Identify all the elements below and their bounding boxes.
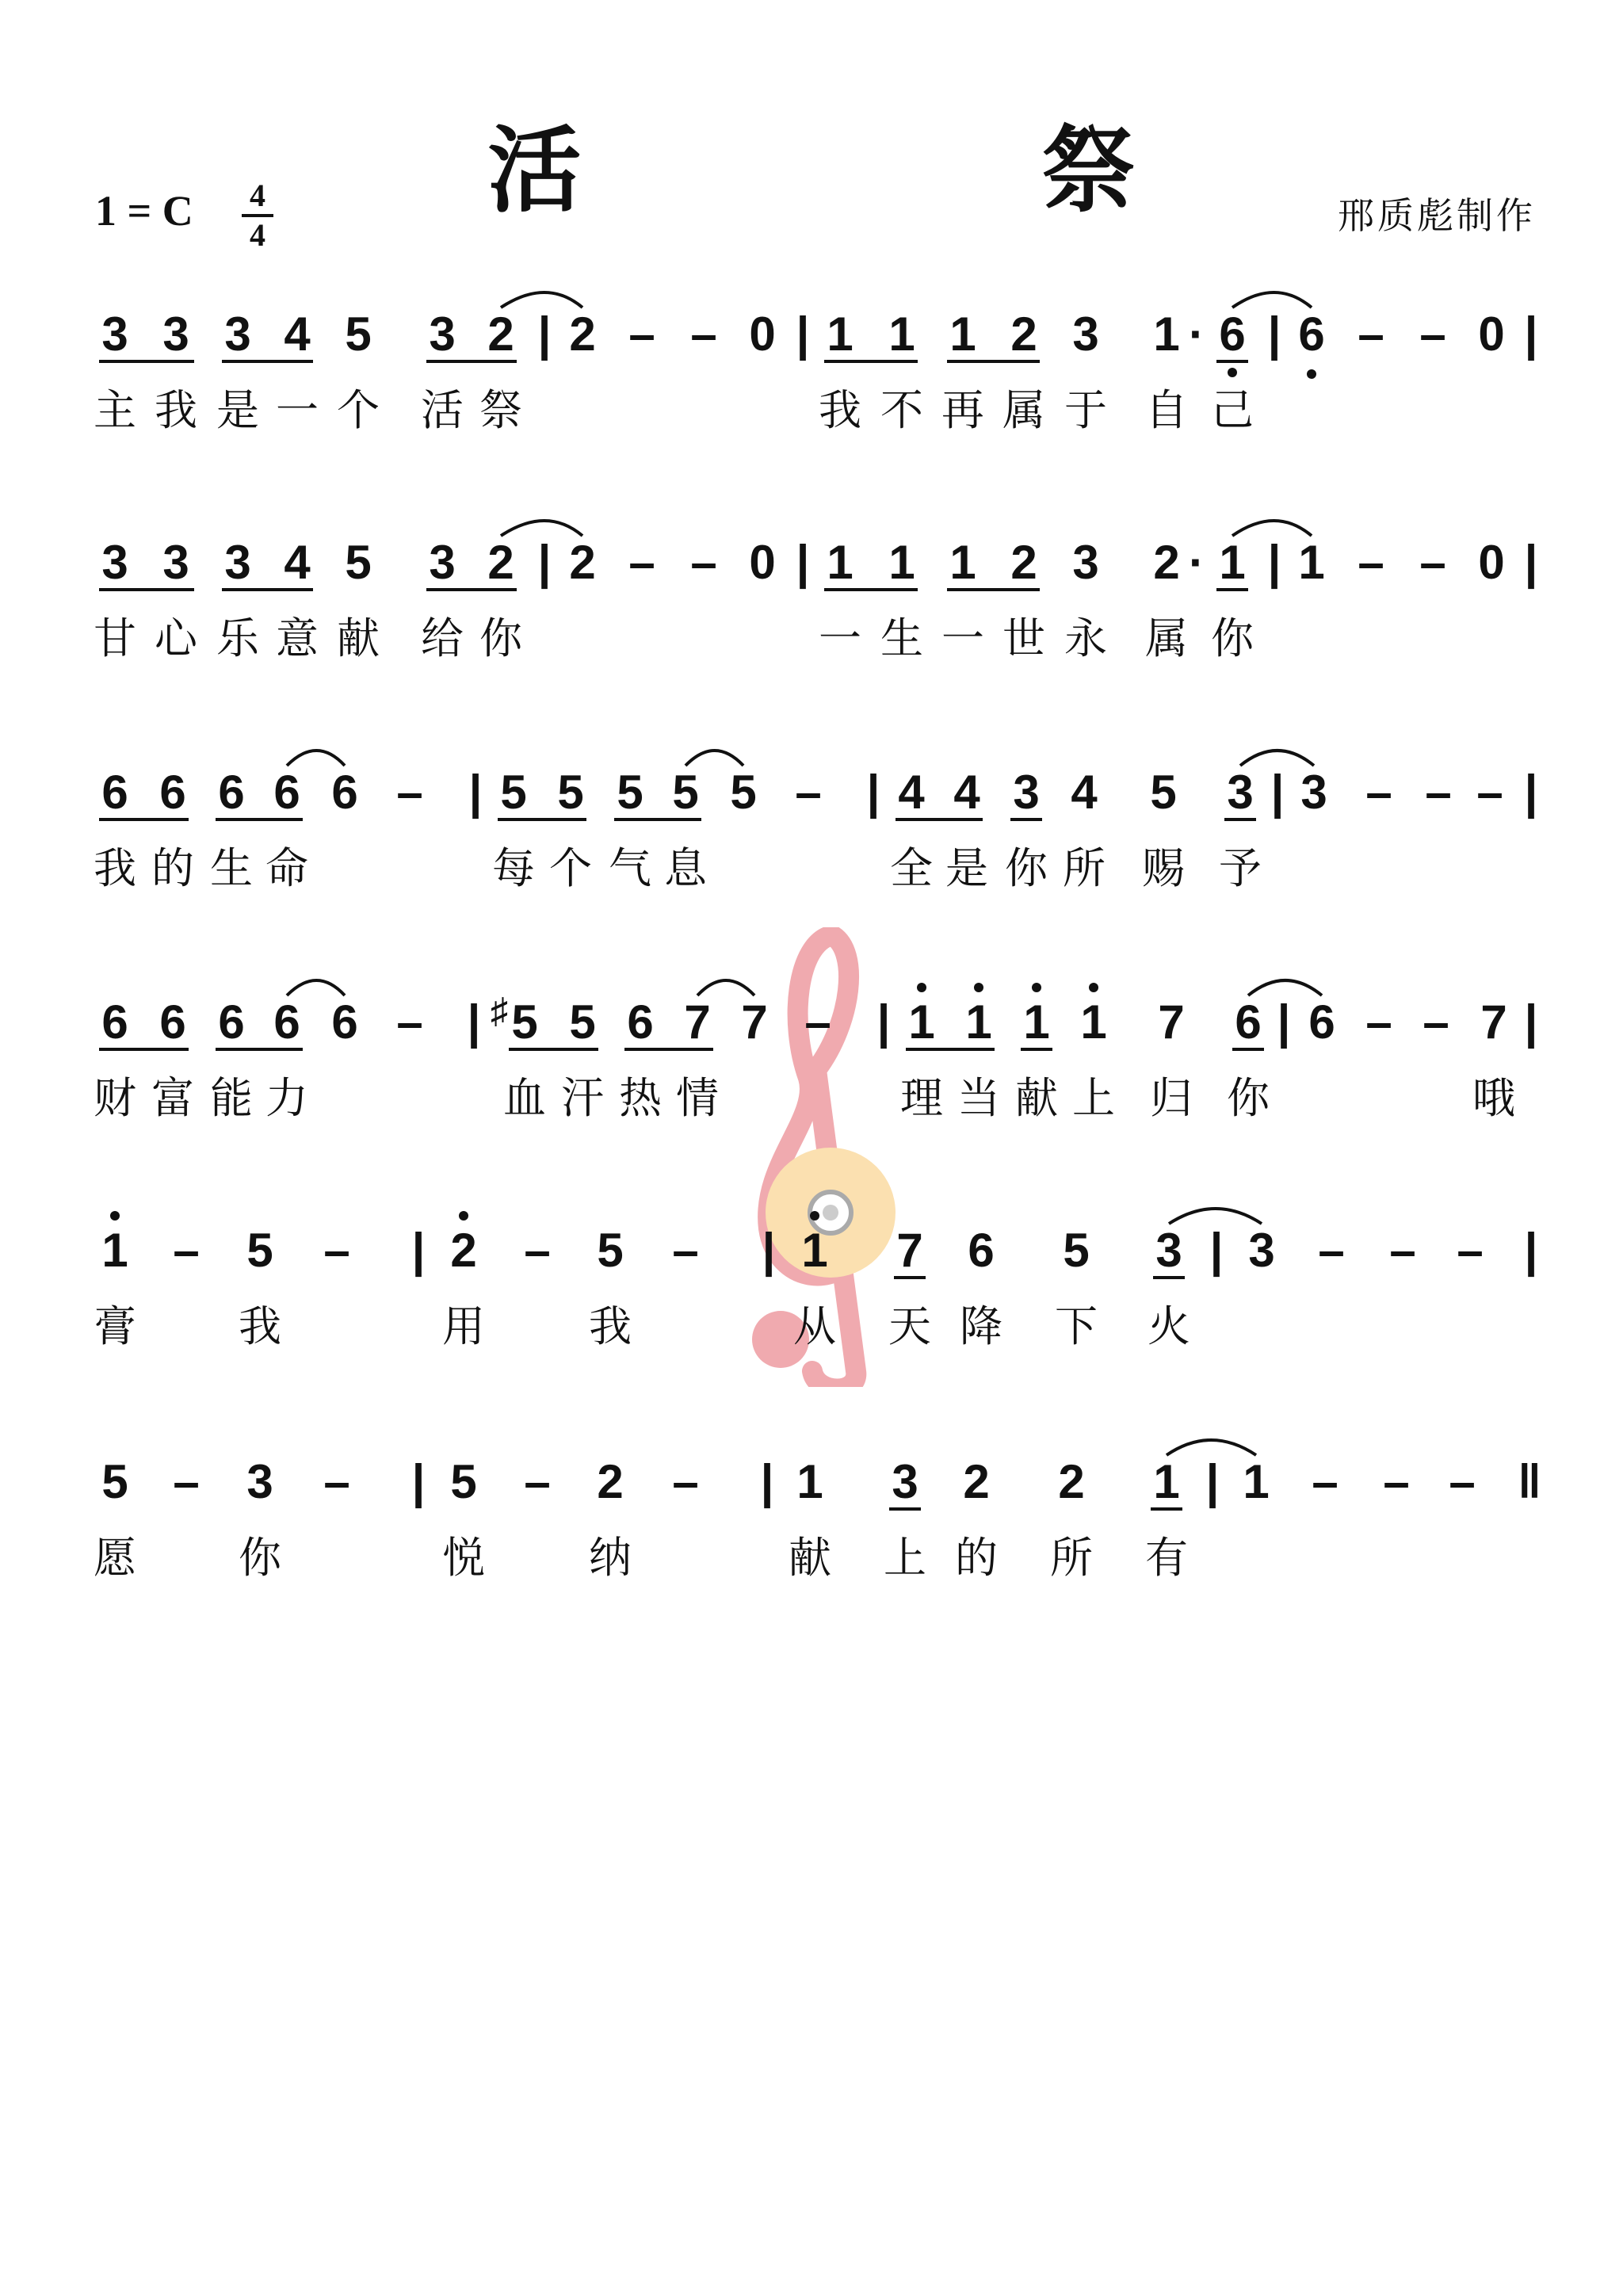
lyric-char: 自 (1145, 385, 1188, 435)
note: 5 (672, 766, 699, 819)
note: 5 (597, 1224, 624, 1277)
barline: | (1209, 1224, 1224, 1277)
note: 4 (898, 766, 925, 819)
rest: 0 (1478, 308, 1505, 361)
barline: | (1524, 308, 1538, 361)
lyric-char: 你 (1227, 1073, 1270, 1123)
note: 6 (1219, 308, 1246, 361)
note: 1 (1219, 536, 1246, 589)
lyric-char: 是 (945, 843, 988, 893)
augmentation-dot: · (1189, 536, 1205, 589)
notation-row-3 (0, 743, 1623, 846)
lyric-char: 财 (94, 1073, 136, 1123)
lyric-char: 火 (1148, 1301, 1190, 1351)
note: 3 (1072, 536, 1099, 589)
note: 5 (450, 1455, 477, 1508)
barline: | (866, 766, 880, 819)
dash: – (173, 1224, 200, 1277)
dash: – (672, 1455, 699, 1508)
lyric-char: 我 (819, 385, 861, 435)
lyric-char: 汗 (561, 1073, 604, 1123)
augmentation-dot: · (1189, 308, 1205, 361)
lyric-char: 命 (265, 843, 308, 893)
barline: | (537, 536, 552, 589)
note: 2 (487, 536, 514, 589)
lyrics-row-4 (0, 1072, 1623, 1128)
note: 5 (101, 1455, 128, 1508)
note: 1 (827, 536, 854, 589)
key-signature: 1 = C (95, 187, 193, 235)
note: 3 (1155, 1224, 1182, 1277)
lyric-char: 你 (1005, 843, 1048, 893)
lyric-char: 你 (239, 1533, 281, 1583)
time-signature (239, 178, 276, 253)
lyric-char: 一 (276, 385, 319, 435)
note: 6 (1308, 995, 1335, 1049)
lyric-char: 所 (1063, 843, 1106, 893)
dash: – (524, 1224, 551, 1277)
lyric-char: 膏 (94, 1301, 136, 1351)
tie-arc (1232, 292, 1312, 308)
note: 3 (892, 1455, 918, 1508)
dash: – (1318, 1224, 1345, 1277)
lyric-char: 降 (960, 1301, 1002, 1351)
note: 2 (569, 308, 596, 361)
lyric-char: 所 (1050, 1533, 1093, 1583)
note: 6 (101, 995, 128, 1049)
barline: | (1267, 308, 1281, 361)
barline: | (876, 995, 891, 1049)
note: 6 (159, 766, 186, 819)
upper-octave-dot (917, 983, 926, 992)
note: 6 (273, 766, 300, 819)
lower-octave-dot (1307, 369, 1316, 379)
lyrics-row-5 (0, 1301, 1623, 1356)
lyric-char: 热 (619, 1073, 662, 1123)
upper-octave-dot (810, 1211, 819, 1221)
note: 1 (888, 308, 915, 361)
note: 7 (896, 1224, 923, 1277)
lyric-char: 有 (1145, 1533, 1188, 1583)
lyric-char: 你 (1211, 613, 1254, 663)
dash: – (1423, 995, 1449, 1049)
barline: | (411, 1455, 426, 1508)
dash: – (672, 1224, 699, 1277)
note: 1 (965, 995, 992, 1049)
barline: | (537, 308, 552, 361)
note: 3 (101, 536, 128, 589)
note: 5 (730, 766, 757, 819)
upper-octave-dot (1089, 983, 1098, 992)
dash: – (1358, 308, 1384, 361)
dash: – (1476, 766, 1503, 819)
lyric-char: 理 (900, 1073, 943, 1123)
tie-arc (501, 521, 582, 536)
note: 3 (162, 308, 189, 361)
lyric-char: 我 (589, 1301, 632, 1351)
notation-row-2 (0, 514, 1623, 617)
notation-row-6 (0, 1433, 1623, 1536)
note: 1 (888, 536, 915, 589)
lyric-char: 我 (239, 1301, 281, 1351)
dash: – (524, 1455, 551, 1508)
note: 6 (968, 1224, 995, 1277)
dash: – (690, 308, 717, 361)
time-signature-bottom: 4 (250, 217, 265, 253)
barline: | (1524, 1224, 1538, 1277)
note: 5 (557, 766, 584, 819)
lyric-char: 归 (1150, 1073, 1193, 1123)
upper-octave-dot (110, 1211, 120, 1221)
lyric-char: 心 (155, 613, 197, 663)
barline: | (468, 766, 483, 819)
lyric-char: 己 (1211, 385, 1254, 435)
final-barline: ‖ (1518, 1455, 1541, 1508)
lyric-char: 属 (1145, 613, 1188, 663)
lyric-char: 甘 (94, 613, 136, 663)
lyric-char: 一 (941, 613, 984, 663)
lyric-char: 的 (955, 1533, 998, 1583)
note: 5 (569, 995, 596, 1049)
rest: 0 (749, 308, 776, 361)
lyric-char: 永 (1064, 613, 1107, 663)
barline: | (796, 308, 810, 361)
lyric-char: 献 (789, 1533, 831, 1583)
note: 5 (500, 766, 527, 819)
note: 7 (684, 995, 711, 1049)
note: 6 (218, 766, 245, 819)
lyric-char: 乐 (216, 613, 259, 663)
lyric-char: 世 (1002, 613, 1045, 663)
note: 6 (159, 995, 186, 1049)
lyrics-row-6 (0, 1532, 1623, 1587)
tie-arc (287, 980, 345, 995)
note: 5 (345, 536, 372, 589)
tie-arc (1232, 521, 1312, 536)
note: 1 (949, 308, 976, 361)
note: 6 (1298, 308, 1325, 361)
note: 4 (284, 536, 311, 589)
lyric-char: 的 (151, 843, 194, 893)
note: 3 (224, 308, 251, 361)
dash: – (1389, 1224, 1416, 1277)
note: 1 (949, 536, 976, 589)
lyric-char: 上 (1072, 1073, 1115, 1123)
score-system-2 (0, 514, 1623, 672)
lyric-char: 活 (421, 385, 464, 435)
note: 1 (908, 995, 935, 1049)
barline: | (1205, 1455, 1220, 1508)
lyric-char: 一 (819, 613, 861, 663)
note: 6 (273, 995, 300, 1049)
dash: – (396, 766, 423, 819)
barline: | (796, 536, 810, 589)
note: 2 (1153, 536, 1180, 589)
lyric-char: 悦 (442, 1533, 485, 1583)
dash: – (323, 1224, 350, 1277)
notation-row-1 (0, 285, 1623, 388)
lyric-char: 息 (664, 843, 707, 893)
dash: – (1449, 1455, 1476, 1508)
dash: – (323, 1455, 350, 1508)
lyric-char: 哦 (1472, 1073, 1515, 1123)
note: 1 (1023, 995, 1050, 1049)
lyric-char: 于 (1064, 385, 1107, 435)
lyric-char: 予 (1219, 843, 1262, 893)
barline: | (1277, 995, 1291, 1049)
note: 3 (224, 536, 251, 589)
lyric-char: 赐 (1142, 843, 1185, 893)
dash: – (804, 995, 831, 1049)
note: 2 (963, 1455, 990, 1508)
note: 1 (801, 1224, 828, 1277)
note: 2 (1058, 1455, 1085, 1508)
lyric-char: 你 (479, 613, 522, 663)
score-system-1 (0, 285, 1623, 444)
lyric-char: 个 (549, 843, 592, 893)
dash: – (1365, 995, 1392, 1049)
lyric-char: 当 (957, 1073, 1000, 1123)
score-system-5 (0, 1201, 1623, 1360)
note: 3 (101, 308, 128, 361)
notation-row-4 (0, 973, 1623, 1076)
note: 1 (827, 308, 854, 361)
lyric-char: 个 (337, 385, 380, 435)
note: 3 (1072, 308, 1099, 361)
upper-octave-dot (459, 1211, 468, 1221)
lyric-char: 生 (880, 613, 923, 663)
note: 3 (429, 536, 456, 589)
note: 6 (101, 766, 128, 819)
dash: – (1457, 1224, 1484, 1277)
barline: | (760, 1455, 774, 1508)
lyric-char: 天 (888, 1301, 931, 1351)
note: 4 (1071, 766, 1098, 819)
note: 6 (331, 766, 358, 819)
lyric-char: 主 (94, 385, 136, 435)
note: 5 (1063, 1224, 1090, 1277)
lyric-char: 情 (676, 1073, 719, 1123)
rest: 0 (749, 536, 776, 589)
lyric-char: 全 (890, 843, 933, 893)
dash: – (690, 536, 717, 589)
note: 3 (429, 308, 456, 361)
lyric-char: 不 (880, 385, 923, 435)
lyric-char: 生 (210, 843, 253, 893)
note: 3 (1013, 766, 1040, 819)
tie-arc (1248, 980, 1322, 995)
lyric-char: 给 (421, 613, 464, 663)
lyric-char: 我 (155, 385, 197, 435)
note: 2 (1010, 308, 1037, 361)
note: 5 (617, 766, 643, 819)
lyric-char: 纳 (589, 1533, 632, 1583)
upper-octave-dot (1032, 983, 1041, 992)
tie-arc (1167, 1440, 1256, 1455)
note: 7 (741, 995, 768, 1049)
lyric-char: 用 (442, 1301, 485, 1351)
tie-arc (1240, 751, 1314, 766)
lyric-char: 富 (151, 1073, 194, 1123)
barline: | (1524, 995, 1538, 1049)
note: 1 (1153, 1455, 1180, 1508)
note: 6 (1235, 995, 1262, 1049)
barline: | (1524, 766, 1538, 819)
barline: | (1270, 766, 1285, 819)
song-title: 活 祭 (487, 115, 1350, 225)
note: 3 (162, 536, 189, 589)
dash: – (1419, 308, 1446, 361)
lyric-char: 献 (337, 613, 380, 663)
note: 3 (1227, 766, 1254, 819)
note: 3 (1248, 1224, 1275, 1277)
barline: | (1524, 536, 1538, 589)
note: 2 (487, 308, 514, 361)
lyric-char: 每 (492, 843, 535, 893)
dash: – (628, 536, 655, 589)
lyric-char: 献 (1015, 1073, 1058, 1123)
lyric-char: 能 (210, 1073, 253, 1123)
barline: | (762, 1224, 776, 1277)
note: 6 (218, 995, 245, 1049)
note: 7 (1158, 995, 1185, 1049)
note: 2 (1010, 536, 1037, 589)
lyric-char: 愿 (94, 1533, 136, 1583)
upper-octave-dot (974, 983, 983, 992)
notation-row-5 (0, 1201, 1623, 1305)
note: 1 (1298, 536, 1325, 589)
lyric-char: 气 (609, 843, 651, 893)
note: 2 (569, 536, 596, 589)
barline: | (467, 995, 481, 1049)
note: 3 (1300, 766, 1327, 819)
note: 4 (953, 766, 980, 819)
lyric-char: 血 (503, 1073, 546, 1123)
lyric-char: 上 (884, 1533, 926, 1583)
lyric-char: 再 (941, 385, 984, 435)
tie-arc (287, 751, 345, 766)
score-system-6 (0, 1433, 1623, 1591)
lyric-char: 是 (216, 385, 259, 435)
note: 5 (511, 995, 538, 1049)
tie-arc (697, 980, 754, 995)
score-system-3 (0, 743, 1623, 902)
note: 2 (597, 1455, 624, 1508)
note: 1 (1153, 308, 1180, 361)
dash: – (1358, 536, 1384, 589)
tie-arc (501, 292, 582, 308)
score-system-4 (0, 973, 1623, 1132)
dash: – (1312, 1455, 1338, 1508)
barline: | (411, 1224, 426, 1277)
note: 4 (284, 308, 311, 361)
note: 7 (1480, 995, 1507, 1049)
note: 1 (101, 1224, 128, 1277)
lyrics-row-3 (0, 842, 1623, 898)
lyric-char: 我 (94, 843, 136, 893)
note: 1 (796, 1455, 823, 1508)
tie-arc (1169, 1209, 1262, 1224)
note: 5 (1150, 766, 1177, 819)
dash: – (795, 766, 822, 819)
lyrics-row-2 (0, 613, 1623, 668)
note: 1 (1243, 1455, 1270, 1508)
note: 6 (331, 995, 358, 1049)
dash: – (628, 308, 655, 361)
lyric-char: 属 (1002, 385, 1045, 435)
dash: – (1425, 766, 1452, 819)
dash: – (1365, 766, 1392, 819)
lower-octave-dot (1228, 368, 1237, 377)
dash: – (1419, 536, 1446, 589)
note: 2 (450, 1224, 477, 1277)
lyric-char: 意 (276, 613, 319, 663)
dash: – (396, 995, 423, 1049)
lyric-char: 从 (793, 1301, 836, 1351)
dash: – (173, 1455, 200, 1508)
rest: 0 (1478, 536, 1505, 589)
time-signature-top: 4 (250, 178, 265, 213)
note: 5 (246, 1224, 273, 1277)
note: 5 (345, 308, 372, 361)
dash: – (1383, 1455, 1410, 1508)
sharp-accidental: ♯ (491, 991, 508, 1030)
note: 3 (246, 1455, 273, 1508)
author-credit: 邢质彪制作 (1338, 194, 1536, 237)
lyric-char: 祭 (479, 385, 522, 435)
note: 1 (1080, 995, 1107, 1049)
tie-arc (685, 751, 743, 766)
barline: | (1267, 536, 1281, 589)
note: 6 (627, 995, 654, 1049)
lyrics-row-1 (0, 384, 1623, 440)
lyric-char: 下 (1055, 1301, 1098, 1351)
lyric-char: 力 (265, 1073, 308, 1123)
